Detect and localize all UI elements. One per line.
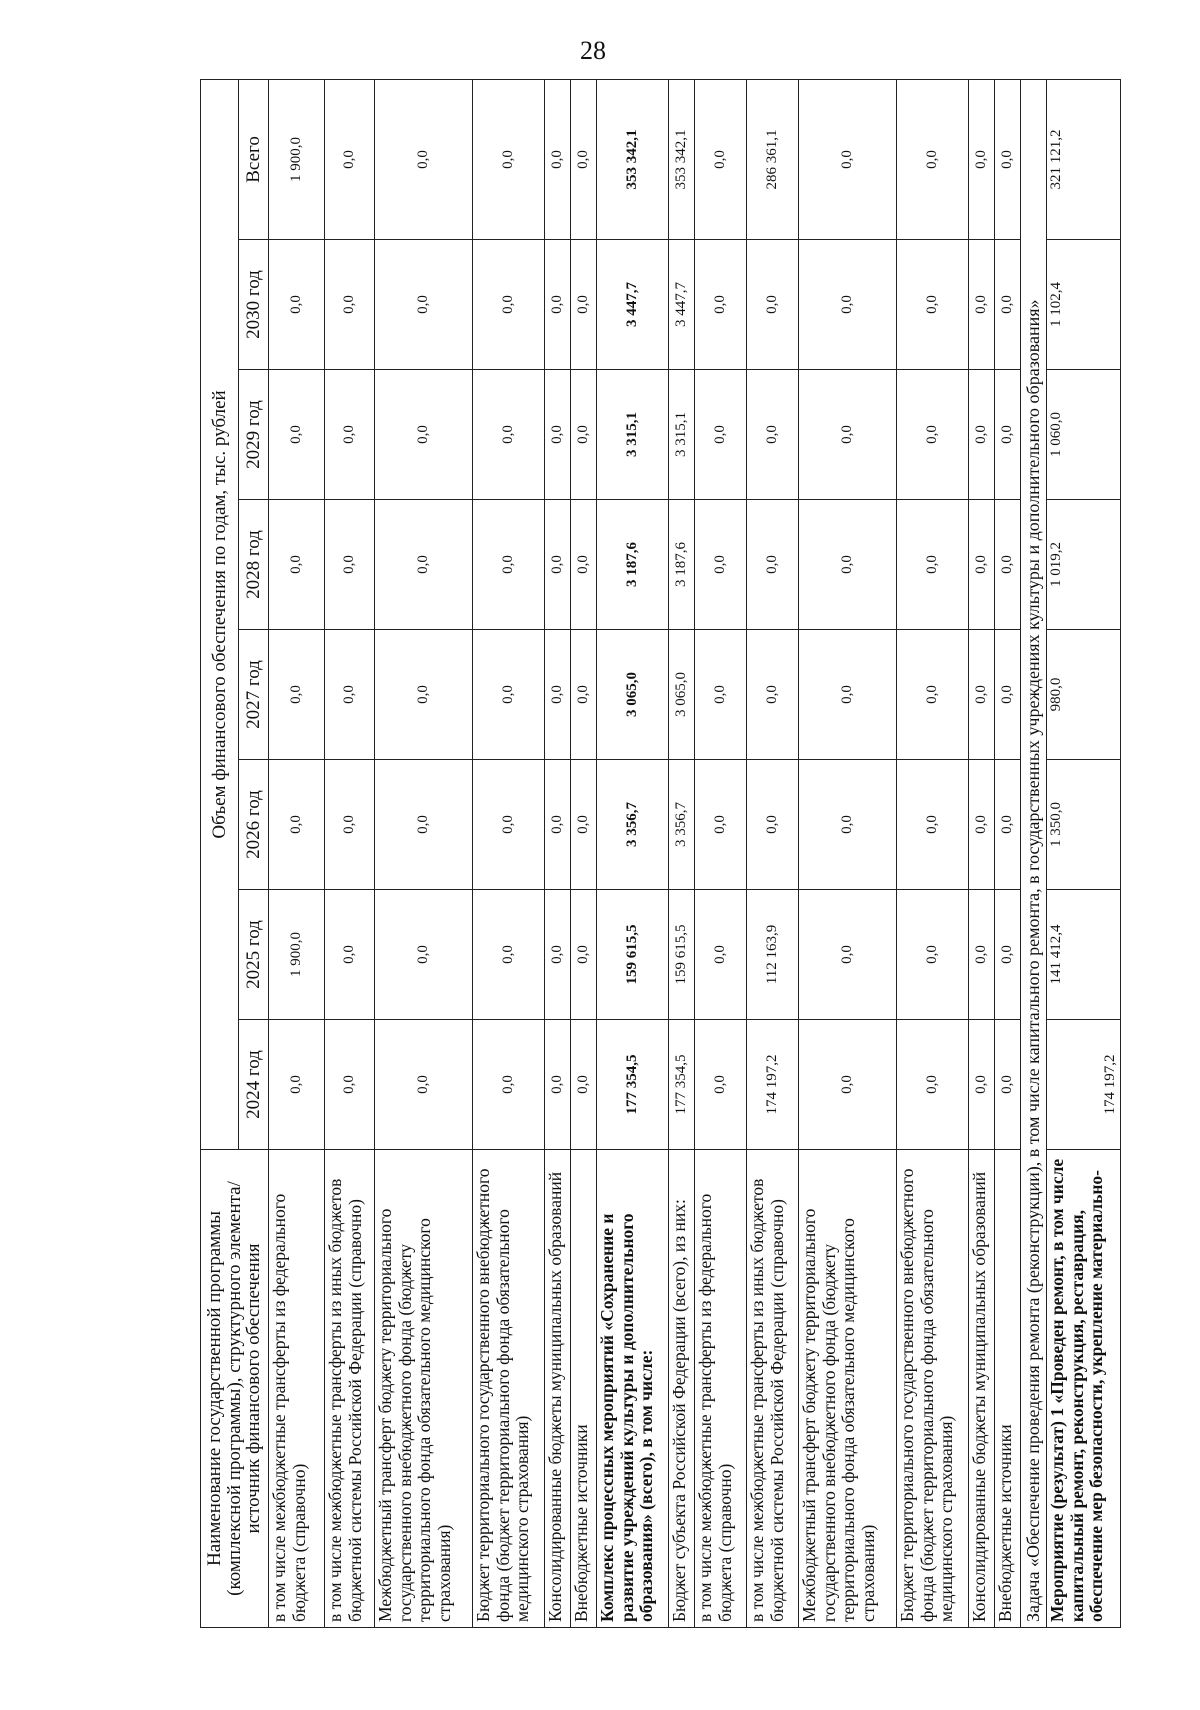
total-cell: 0,0 [695, 79, 747, 239]
year-value-cell: 159 615,5 [669, 890, 695, 1020]
total-cell: 0,0 [995, 79, 1021, 239]
row-label: Бюджет территориального государственного внебюджетного фонда (бюджет территориального фонда обязательного медицинского страхования) [473, 1150, 545, 1628]
table-row [325, 79, 375, 1627]
year-value-cell: 0,0 [969, 500, 995, 630]
year-value-cell: 0,0 [269, 240, 325, 370]
year-value-cell: 0,0 [969, 630, 995, 760]
table-row [669, 79, 695, 1627]
year-value-cell: 0,0 [747, 760, 799, 890]
table-row [473, 79, 545, 1627]
year-value-cell: 0,0 [545, 240, 571, 370]
year-value-cell: 0,0 [995, 370, 1021, 500]
year-value-cell: 141 412,4 [1047, 890, 1121, 1020]
year-value-cell: 0,0 [897, 1020, 969, 1150]
year-header: 2030 год [239, 240, 269, 370]
row-label: Консолидированные бюджеты муниципальных образований [545, 1150, 571, 1628]
year-value-cell: 0,0 [375, 500, 473, 630]
table-row [597, 79, 669, 1627]
total-cell: 286 361,1 [747, 79, 799, 239]
year-value-cell: 0,0 [571, 630, 597, 760]
year-value-cell: 3 315,1 [597, 370, 669, 500]
year-value-cell: 0,0 [897, 500, 969, 630]
year-value-cell: 980,0 [1047, 630, 1121, 760]
year-value-cell: 0,0 [325, 240, 375, 370]
year-value-cell: 0,0 [799, 630, 897, 760]
year-value-cell: 1 350,0 [1047, 760, 1121, 890]
year-value-cell: 112 163,9 [747, 890, 799, 1020]
year-value-cell: 0,0 [269, 760, 325, 890]
year-value-cell: 0,0 [897, 630, 969, 760]
year-value-cell: 1 900,0 [269, 890, 325, 1020]
table-row [897, 79, 969, 1627]
total-cell: 0,0 [571, 79, 597, 239]
year-value-cell: 0,0 [695, 240, 747, 370]
year-value-cell: 0,0 [473, 500, 545, 630]
year-value-cell: 0,0 [995, 1020, 1021, 1150]
table-row [571, 79, 597, 1627]
year-value-cell: 0,0 [269, 1020, 325, 1150]
year-value-cell: 0,0 [695, 500, 747, 630]
year-value-cell: 0,0 [269, 630, 325, 760]
total-cell: 0,0 [897, 79, 969, 239]
total-cell: 1 900,0 [269, 79, 325, 239]
year-value-cell: 0,0 [747, 500, 799, 630]
year-value-cell: 3 356,7 [669, 760, 695, 890]
total-cell: 321 121,2 [1047, 79, 1121, 239]
name-column-header: Наименование государственной программы (комплексной программы), структурного элемента/источник финансового обеспечения [201, 1150, 269, 1628]
year-value-cell: 0,0 [473, 760, 545, 890]
total-cell: 0,0 [969, 79, 995, 239]
year-header: 2027 год [239, 630, 269, 760]
year-value-cell: 0,0 [995, 630, 1021, 760]
row-label: в том числе межбюджетные трансферты из федерального бюджета (справочно) [269, 1150, 325, 1628]
row-label: Комплекс процессных мероприятий «Сохранение и развитие учреждений культуры и дополнительного образования» (всего), в том числе: [597, 1150, 669, 1628]
year-value-cell: 0,0 [545, 370, 571, 500]
year-value-cell: 3 447,7 [669, 240, 695, 370]
row-label: Внебюджетные источники [571, 1150, 597, 1628]
year-value-cell: 0,0 [695, 1020, 747, 1150]
year-value-cell: 0,0 [799, 890, 897, 1020]
total-cell: 0,0 [473, 79, 545, 239]
year-value-cell: 0,0 [545, 500, 571, 630]
year-value-cell: 3 447,7 [597, 240, 669, 370]
year-value-cell: 0,0 [897, 370, 969, 500]
row-label: Межбюджетный трансферт бюджету территориального государственного внебюджетного фонда (бюджету территориального фонда обязательного медицинского страхования) [799, 1150, 897, 1628]
year-header: 2028 год [239, 500, 269, 630]
year-value-cell: 0,0 [269, 500, 325, 630]
year-value-cell: 0,0 [747, 240, 799, 370]
measure-label: Мероприятие (результат) 1 «Проведен ремонт, в том числе капитальный ремонт, реконструкция, реставрация, обеспечение мер безопасности, укрепление материально- [1047, 1150, 1121, 1628]
year-value-cell: 0,0 [545, 1020, 571, 1150]
year-value-cell: 0,0 [375, 760, 473, 890]
year-value-cell: 0,0 [995, 890, 1021, 1020]
row-label: Внебюджетные источники [995, 1150, 1021, 1628]
year-value-cell: 0,0 [473, 890, 545, 1020]
year-value-cell: 0,0 [545, 630, 571, 760]
rotated-table-container [200, 80, 1118, 1628]
table-row [747, 79, 799, 1627]
year-value-cell: 1 019,2 [1047, 500, 1121, 630]
year-value-cell: 0,0 [897, 890, 969, 1020]
year-value-cell: 0,0 [969, 890, 995, 1020]
row-label: в том числе межбюджетные трансферты из федерального бюджета (справочно) [695, 1150, 747, 1628]
year-value-cell: 0,0 [695, 890, 747, 1020]
year-value-cell: 0,0 [995, 500, 1021, 630]
row-label: Межбюджетный трансферт бюджету территориального государственного внебюджетного фонда (бюджету территориального фонда обязательного медицинского страхования) [375, 1150, 473, 1628]
year-value-cell: 0,0 [545, 760, 571, 890]
year-value-cell: 0,0 [571, 1020, 597, 1150]
year-value-cell: 177 354,5 [597, 1020, 669, 1150]
year-value-cell: 177 354,5 [669, 1020, 695, 1150]
year-value-cell: 0,0 [747, 630, 799, 760]
year-header: 2024 год [239, 1020, 269, 1150]
table-row [995, 79, 1021, 1627]
year-value-cell: 0,0 [695, 370, 747, 500]
year-value-cell: 159 615,5 [597, 890, 669, 1020]
year-value-cell: 0,0 [799, 760, 897, 890]
year-value-cell: 0,0 [995, 240, 1021, 370]
year-header: 2026 год [239, 760, 269, 890]
year-value-cell: 0,0 [897, 240, 969, 370]
year-value-cell: 3 065,0 [669, 630, 695, 760]
year-value-cell: 174 197,2 [747, 1020, 799, 1150]
year-value-cell: 0,0 [571, 240, 597, 370]
year-value-cell: 0,0 [375, 890, 473, 1020]
row-label: Бюджет территориального государственного внебюджетного фонда (бюджет территориального фонда обязательного медицинского страхования) [897, 1150, 969, 1628]
year-value-cell: 0,0 [473, 1020, 545, 1150]
year-value-cell: 0,0 [473, 370, 545, 500]
year-value-cell: 0,0 [375, 370, 473, 500]
total-header: Всего [239, 79, 269, 239]
table-body [269, 79, 1121, 1627]
year-value-cell: 0,0 [969, 760, 995, 890]
year-header: 2029 год [239, 370, 269, 500]
row-label: в том числе межбюджетные трансферты из иных бюджетов бюджетной системы Российской Федерации (справочно) [325, 1150, 375, 1628]
year-value-cell: 0,0 [375, 630, 473, 760]
table-row [269, 79, 325, 1627]
total-cell: 0,0 [799, 79, 897, 239]
year-value-cell: 0,0 [325, 370, 375, 500]
year-value-cell: 0,0 [799, 370, 897, 500]
year-value-cell: 0,0 [571, 500, 597, 630]
funding-volume-header: Объем финансового обеспечения по годам, тыс. рублей [201, 79, 239, 1149]
row-label: в том числе межбюджетные трансферты из иных бюджетов бюджетной системы Российской Федерации (справочно) [747, 1150, 799, 1628]
row-label: Бюджет субъекта Российской Федерации (всего), из них: [669, 1150, 695, 1628]
year-value-cell: 0,0 [969, 1020, 995, 1150]
year-value-cell: 0,0 [473, 240, 545, 370]
year-value-cell: 3 356,7 [597, 760, 669, 890]
year-value-cell: 0,0 [799, 240, 897, 370]
year-value-cell: 0,0 [969, 240, 995, 370]
year-value-cell: 3 187,6 [597, 500, 669, 630]
year-value-cell: 0,0 [571, 370, 597, 500]
year-value-cell: 0,0 [799, 500, 897, 630]
funding-table [200, 79, 1121, 1628]
task-row [1021, 79, 1047, 1627]
year-value-cell: 0,0 [325, 500, 375, 630]
year-value-cell: 0,0 [995, 760, 1021, 890]
table-row [695, 79, 747, 1627]
year-value-cell: 174 197,2 [1047, 1020, 1121, 1150]
year-value-cell: 0,0 [545, 890, 571, 1020]
year-value-cell: 0,0 [375, 1020, 473, 1150]
total-cell: 0,0 [545, 79, 571, 239]
year-value-cell: 0,0 [695, 630, 747, 760]
year-value-cell: 0,0 [799, 1020, 897, 1150]
table-row [969, 79, 995, 1627]
year-value-cell: 0,0 [375, 240, 473, 370]
year-value-cell: 0,0 [325, 630, 375, 760]
year-value-cell: 1 060,0 [1047, 370, 1121, 500]
year-value-cell: 0,0 [325, 760, 375, 890]
year-value-cell: 3 065,0 [597, 630, 669, 760]
page-number: 28 [580, 36, 606, 65]
table-row [799, 79, 897, 1627]
table-row [375, 79, 473, 1627]
year-value-cell: 0,0 [325, 1020, 375, 1150]
year-value-cell: 0,0 [325, 890, 375, 1020]
year-value-cell: 0,0 [747, 370, 799, 500]
total-cell: 353 342,1 [669, 79, 695, 239]
total-cell: 0,0 [325, 79, 375, 239]
year-value-cell: 0,0 [571, 760, 597, 890]
year-value-cell: 3 315,1 [669, 370, 695, 500]
task-label: Задача «Обеспечение проведения ремонта (реконструкции), в том числе капитального ремонта, в государственных учреждениях культуры и дополнительного образования» [1021, 79, 1047, 1627]
measure-row [1047, 79, 1121, 1627]
year-value-cell: 1 102,4 [1047, 240, 1121, 370]
year-value-cell: 0,0 [969, 370, 995, 500]
year-value-cell: 0,0 [695, 760, 747, 890]
total-cell: 353 342,1 [597, 79, 669, 239]
year-value-cell: 3 187,6 [669, 500, 695, 630]
year-value-cell: 0,0 [473, 630, 545, 760]
year-value-cell: 0,0 [571, 890, 597, 1020]
year-value-cell: 0,0 [269, 370, 325, 500]
row-label: Консолидированные бюджеты муниципальных образований [969, 1150, 995, 1628]
year-header: 2025 год [239, 890, 269, 1020]
year-value-cell: 0,0 [897, 760, 969, 890]
total-cell: 0,0 [375, 79, 473, 239]
table-row [545, 79, 571, 1627]
